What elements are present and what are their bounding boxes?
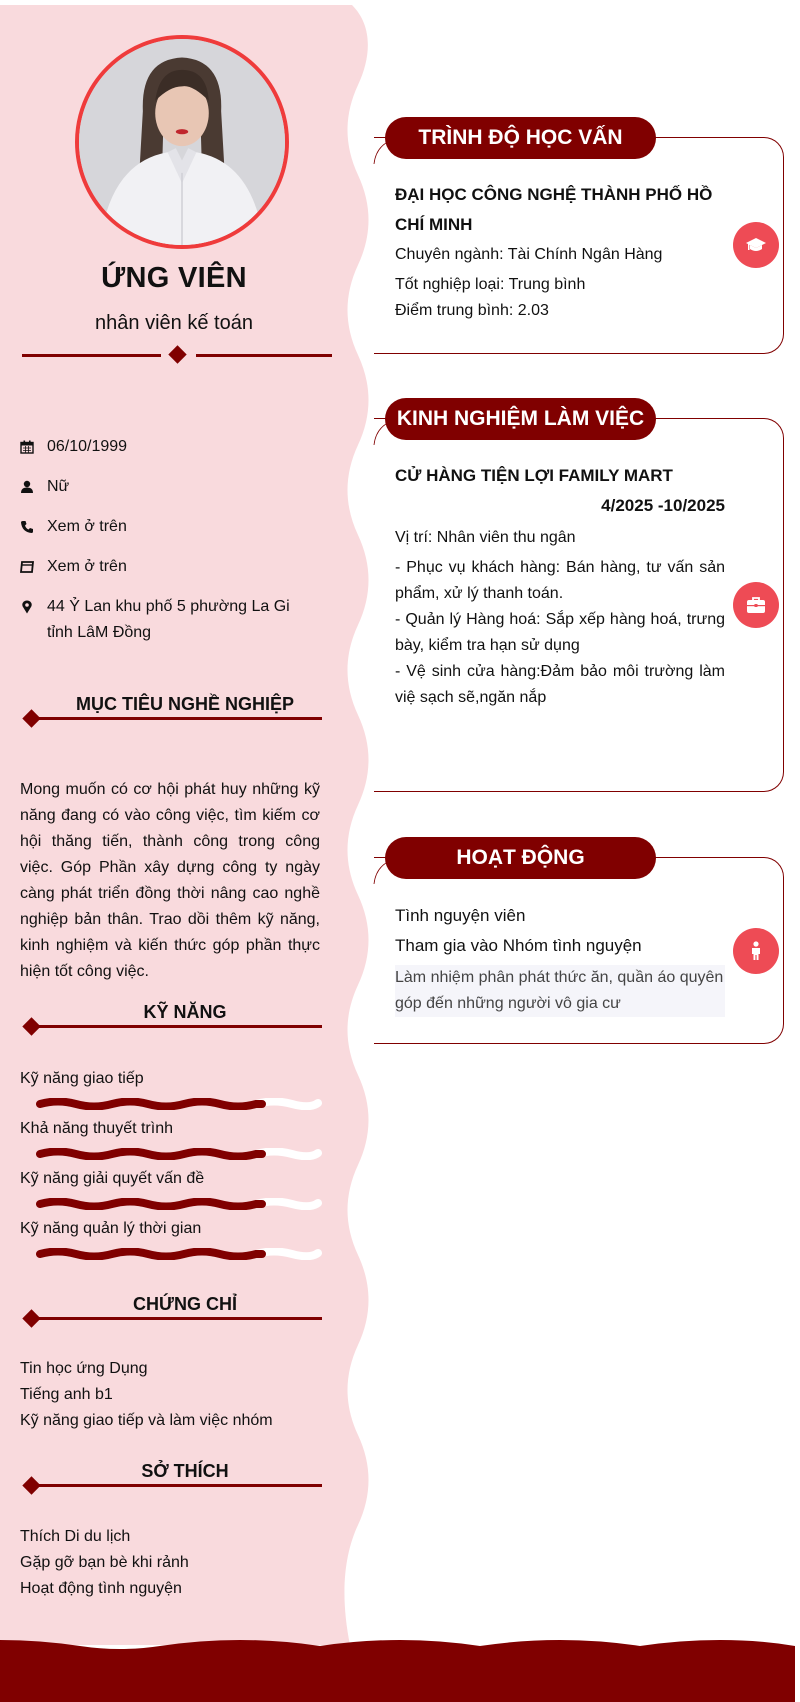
activity-group: Tham gia vào Nhóm tình nguyện xyxy=(395,936,642,955)
user-icon xyxy=(20,474,47,500)
work-position: Vị trí: Nhân viên thu ngân xyxy=(395,529,576,546)
hobbies-list xyxy=(20,1524,330,1602)
email-value[interactable]: Xem ở trên xyxy=(47,558,127,575)
address-value: 44 Ỷ Lan khu phố 5 phường La Gi tỉnh LâM Đồng xyxy=(47,598,290,641)
certificates-heading: CHỨNG CHỈ xyxy=(22,1294,322,1328)
hobby-item: Gặp gỡ bạn bè khi rảnh xyxy=(20,1554,189,1571)
hobby-item: Thích Di du lịch xyxy=(20,1528,131,1545)
gender-value: Nữ xyxy=(47,478,70,495)
skill-name: Kỹ năng giải quyết vấn đề xyxy=(20,1170,205,1187)
candidate-title: nhân viên kế toán xyxy=(95,312,253,334)
objective-heading: MỤC TIÊU NGHỀ NGHIỆP xyxy=(22,694,322,728)
contact-email xyxy=(20,554,340,580)
education-classification: Tốt nghiệp loại: Trung bình xyxy=(395,276,586,293)
skill-name: Khả năng thuyết trình xyxy=(20,1120,173,1137)
experience-heading: KINH NGHIỆM LÀM VIỆC xyxy=(385,398,656,440)
contact-phone xyxy=(20,514,340,540)
duty-item: - Quản lý Hàng hoá: Sắp xếp hàng hoá, trưng bày, kiểm tra hạn sử dụng xyxy=(395,611,725,654)
objective-text: Mong muốn có cơ hội phát huy những kỹ năng đang có vào công việc, tìm kiếm cơ hội thăng tiến, thành công trong công việc. Góp Phần xây dựng công ty ngày càng phát triển đồng thời nâng cao nghề nghiệp bản thân. Trao dồi thêm kỹ năng, kinh nghiệm và kiến thức góp phần thực hiện tốt công việc. xyxy=(20,781,320,980)
skill-item xyxy=(20,1068,326,1118)
company-name: CỬ HÀNG TIỆN LỢI FAMILY MART xyxy=(395,466,673,485)
certificate-item: Tin học ứng Dụng xyxy=(20,1360,148,1377)
certificates-list xyxy=(20,1356,330,1434)
education-major: Chuyên ngành: Tài Chính Ngân Hàng xyxy=(395,246,663,263)
skill-level-bar xyxy=(36,1098,322,1110)
contact-gender xyxy=(20,474,340,500)
activity-role: Tình nguyện viên xyxy=(395,906,526,925)
name-divider xyxy=(22,348,332,362)
phone-value[interactable]: Xem ở trên xyxy=(47,518,127,535)
avatar xyxy=(75,35,289,249)
briefcase-icon xyxy=(733,582,779,628)
education-gpa: Điểm trung bình: 2.03 xyxy=(395,302,549,319)
work-period: 4/2025 -10/2025 xyxy=(601,496,725,515)
education-heading: TRÌNH ĐỘ HỌC VẤN xyxy=(385,117,656,159)
duty-item: - Phục vụ khách hàng: Bán hàng, tư vấn sản phẩm, xử lý thanh toán. xyxy=(395,559,725,602)
graduation-cap-icon xyxy=(733,222,779,268)
location-icon xyxy=(20,594,47,620)
activity-description: Làm nhiệm phân phát thức ăn, quần áo quyên góp đến những người vô gia cư xyxy=(395,965,725,1017)
skill-level-bar xyxy=(36,1148,322,1160)
skills-heading: KỸ NĂNG xyxy=(22,1002,322,1036)
contact-address xyxy=(20,594,340,646)
skill-name: Kỹ năng quản lý thời gian xyxy=(20,1220,202,1237)
activities-body xyxy=(395,901,725,1017)
hobby-item: Hoạt động tình nguyện xyxy=(20,1580,182,1597)
skills-list xyxy=(20,1068,326,1268)
skill-item xyxy=(20,1218,326,1268)
experience-body xyxy=(395,461,725,711)
contact-birthday xyxy=(20,434,340,460)
skill-level-bar xyxy=(36,1248,322,1260)
phone-icon xyxy=(20,514,47,540)
hobbies-heading: SỞ THÍCH xyxy=(22,1461,322,1495)
email-icon xyxy=(20,554,47,580)
skill-item xyxy=(20,1168,326,1218)
certificate-item: Tiếng anh b1 xyxy=(20,1386,113,1403)
skill-level-bar xyxy=(36,1198,322,1210)
candidate-name: ỨNG VIÊN xyxy=(101,262,247,294)
school-name: ĐẠI HỌC CÔNG NGHỆ THÀNH PHỐ HỒ CHÍ MINH xyxy=(395,185,713,234)
calendar-icon xyxy=(20,434,47,460)
skill-item xyxy=(20,1118,326,1168)
skill-name: Kỹ năng giao tiếp xyxy=(20,1070,144,1087)
education-body xyxy=(395,180,725,324)
person-icon xyxy=(733,928,779,974)
candidate-photo xyxy=(79,39,285,245)
activities-heading: HOẠT ĐỘNG xyxy=(385,837,656,879)
contact-info xyxy=(20,434,340,660)
certificate-item: Kỹ năng giao tiếp và làm việc nhóm xyxy=(20,1412,273,1429)
footer-wave xyxy=(0,1632,795,1702)
duty-item: - Vệ sinh cửa hàng:Đảm bảo môi trường làm việ sạch sẽ,ngăn nắp xyxy=(395,663,725,706)
birthday-value: 06/10/1999 xyxy=(47,438,128,455)
